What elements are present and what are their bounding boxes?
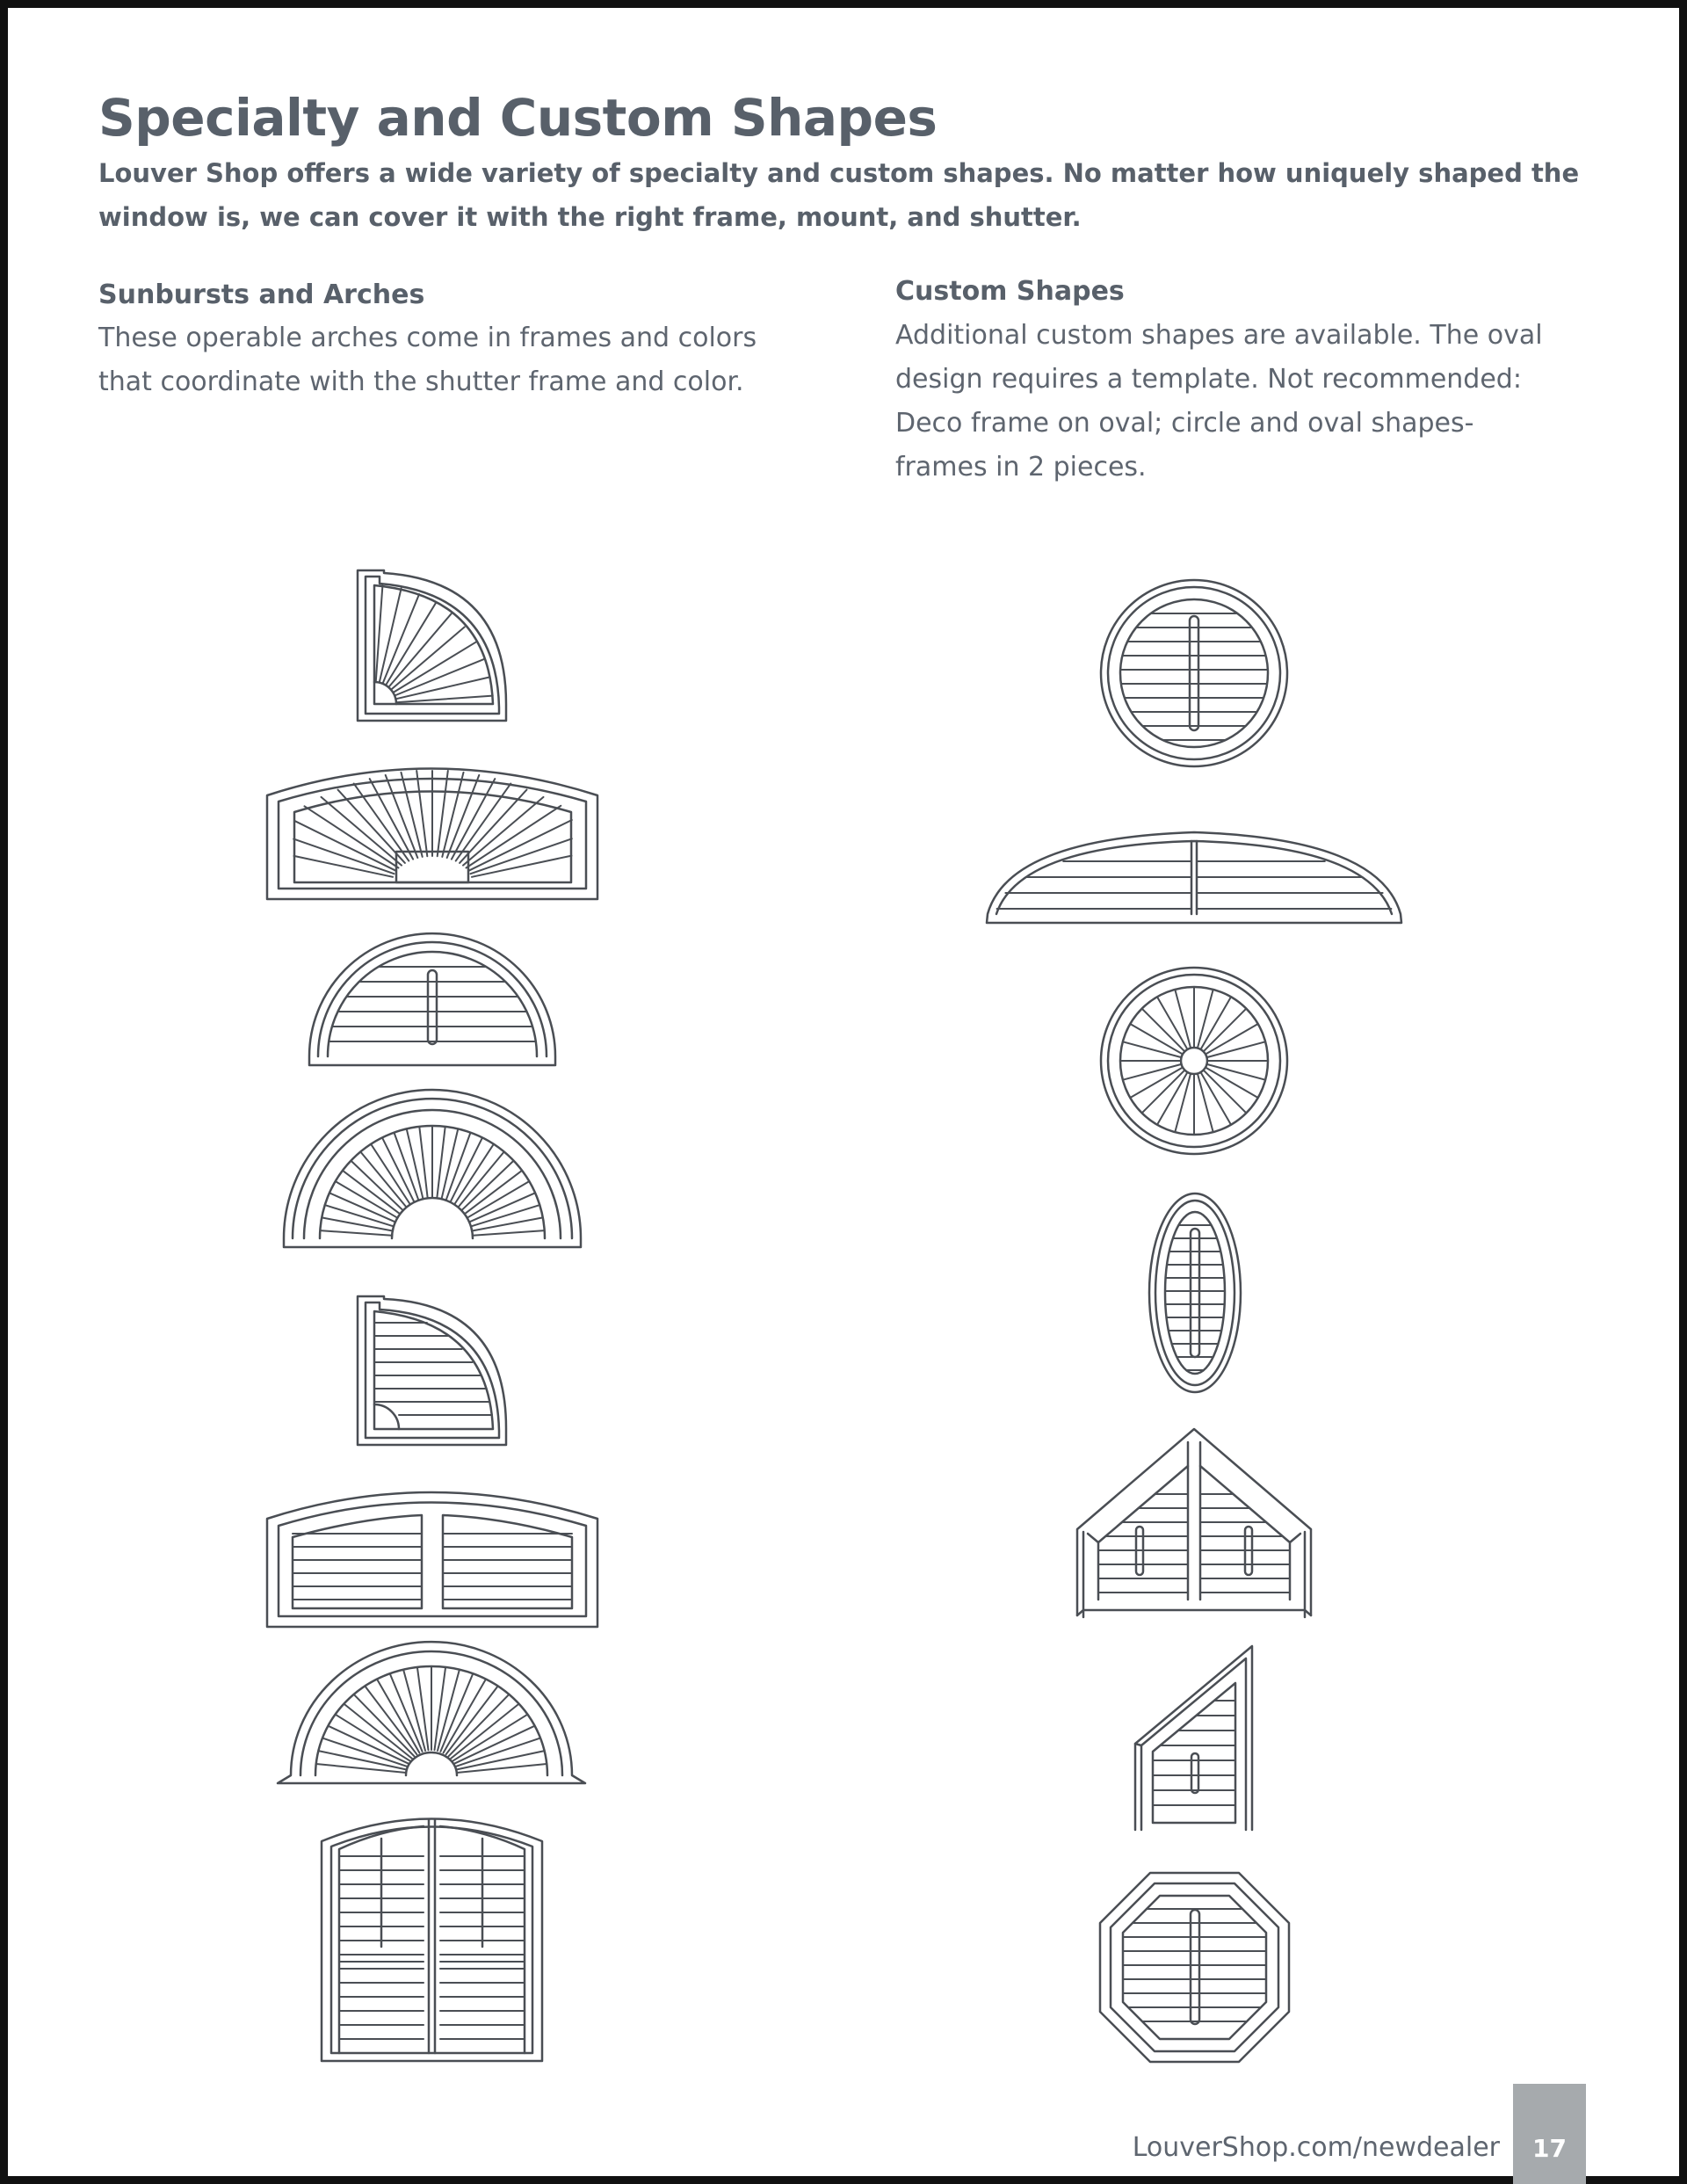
page-title: Specialty and Custom Shapes	[98, 88, 938, 148]
eyebrow-louvered-shutter	[267, 1492, 597, 1627]
half-round-sunburst-deco-shutter	[278, 1642, 585, 1783]
elliptical-louvered-shutter	[987, 832, 1401, 923]
oval-louvered-shutter	[1149, 1194, 1241, 1392]
half-round-sunburst-shutter	[284, 1090, 581, 1247]
sunbursts-arches-description: These operable arches come in frames and colors that coordinate with the shutter frame and color.	[98, 323, 757, 397]
page-number: 17	[1532, 2134, 1567, 2163]
quarter-sunburst-shutter	[358, 570, 506, 721]
circle-louvered-shutter	[1101, 580, 1287, 766]
peaked-louvered-shutter	[1077, 1429, 1311, 1617]
half-round-louvered-shutter	[309, 933, 555, 1065]
octagon-louvered-shutter	[1100, 1873, 1289, 2062]
angle-top-louvered-shutter	[1135, 1646, 1252, 1830]
arched-top-louvered-shutter-pair	[322, 1819, 542, 2062]
footer-url[interactable]: LouverShop.com/newdealer	[1132, 2132, 1500, 2163]
custom-shapes-heading: Custom Shapes	[895, 276, 1125, 307]
intro-paragraph: Louver Shop offers a wide variety of specialty and custom shapes. No matter how uniquely shaped the window is, we can cover it with the right frame, mount, and shutter.	[98, 158, 1580, 232]
sunbursts-arches-heading: Sunbursts and Arches	[98, 279, 425, 310]
eyebrow-sunburst-shutter	[267, 769, 597, 900]
circle-sunburst-shutter	[1101, 968, 1287, 1154]
custom-shapes-description: Additional custom shapes are available. The oval design requires a template. Not recommended: Deco frame on oval; circle and oval shapes-frames in 2 pieces.	[895, 320, 1543, 483]
quarter-louvered-shutter	[358, 1296, 506, 1445]
